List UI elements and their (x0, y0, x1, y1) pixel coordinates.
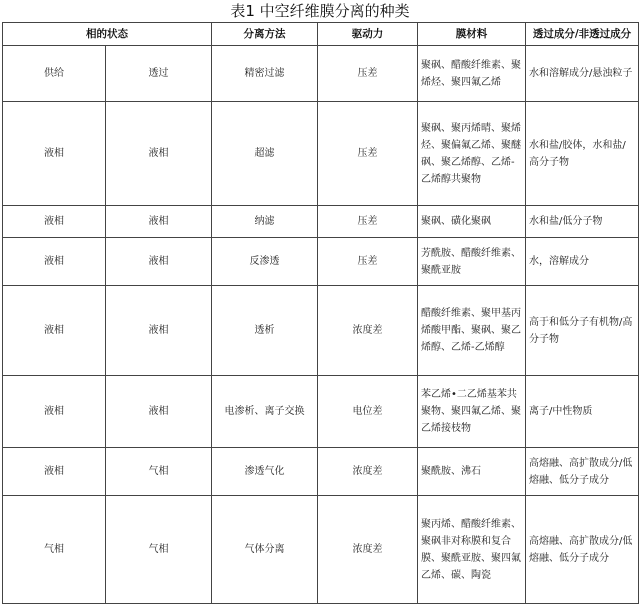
cell-phase-a: 液相 (3, 286, 106, 376)
table-row (3, 238, 639, 286)
cell-components: 离子/中性物质 (526, 376, 639, 448)
cell-force: 浓度差 (318, 448, 418, 496)
header-driving-force: 驱动力 (318, 23, 418, 46)
cell-membrane: 醋酸纤维素、聚甲基丙烯酸甲酯、聚砜、聚乙烯醇、乙烯-乙烯醇 (418, 286, 526, 376)
table-row (3, 102, 639, 206)
cell-method: 透析 (212, 286, 318, 376)
cell-phase-a: 液相 (3, 102, 106, 206)
cell-membrane: 聚砜、醋酸纤维素、聚烯烃、聚四氟乙烯 (418, 46, 526, 102)
table-title: 表1 中空纤维膜分离的种类 (230, 2, 410, 20)
cell-force: 压差 (318, 46, 418, 102)
cell-phase-b: 液相 (106, 286, 212, 376)
table-row (3, 46, 639, 102)
cell-phase-b: 透过 (106, 46, 212, 102)
table-row (3, 376, 639, 448)
cell-components: 水和溶解成分/悬浊粒子 (526, 46, 639, 102)
cell-components: 高熔融、高扩散成分/低熔融、低分子成分 (526, 496, 639, 604)
cell-components: 高于和低分子有机物/高分子物 (526, 286, 639, 376)
cell-phase-b: 液相 (106, 238, 212, 286)
cell-phase-a: 液相 (3, 238, 106, 286)
cell-method: 纳滤 (212, 206, 318, 238)
cell-phase-a: 液相 (3, 376, 106, 448)
table-row (3, 286, 639, 376)
header-phase-state: 相的状态 (3, 23, 212, 46)
membrane-types-table (2, 22, 639, 604)
cell-phase-b: 气相 (106, 496, 212, 604)
cell-phase-a: 供给 (3, 46, 106, 102)
cell-components: 水和盐/胶体，水和盐/高分子物 (526, 102, 639, 206)
table-header-row (3, 23, 639, 46)
cell-force: 浓度差 (318, 496, 418, 604)
cell-components: 水，溶解成分 (526, 238, 639, 286)
cell-force: 压差 (318, 238, 418, 286)
cell-method: 电渗析、离子交换 (212, 376, 318, 448)
table-row (3, 448, 639, 496)
cell-membrane: 苯乙烯•二乙烯基苯共聚物、聚四氟乙烯、聚乙烯接枝物 (418, 376, 526, 448)
header-method: 分离方法 (212, 23, 318, 46)
cell-method: 反渗透 (212, 238, 318, 286)
cell-membrane: 芳酰胺、醋酸纤维素、聚酰亚胺 (418, 238, 526, 286)
cell-phase-a: 液相 (3, 448, 106, 496)
table-row (3, 206, 639, 238)
cell-method: 渗透气化 (212, 448, 318, 496)
cell-phase-a: 液相 (3, 206, 106, 238)
table-row (3, 496, 639, 604)
cell-membrane: 聚酰胺、沸石 (418, 448, 526, 496)
cell-phase-a: 气相 (3, 496, 106, 604)
cell-force: 压差 (318, 206, 418, 238)
header-components: 透过成分/非透过成分 (526, 23, 639, 46)
cell-force: 压差 (318, 102, 418, 206)
cell-components: 高熔融、高扩散成分/低熔融、低分子成分 (526, 448, 639, 496)
cell-method: 超滤 (212, 102, 318, 206)
cell-method: 精密过滤 (212, 46, 318, 102)
cell-force: 电位差 (318, 376, 418, 448)
cell-phase-b: 液相 (106, 102, 212, 206)
cell-membrane: 聚丙烯、醋酸纤维素、聚砜非对称膜和复合膜、聚酰亚胺、聚四氟乙烯、碳、陶瓷 (418, 496, 526, 604)
cell-membrane: 聚砜、聚丙烯晴、聚烯烃、聚偏氟乙烯、聚醚砜、聚乙烯醇、乙烯-乙烯醇共聚物 (418, 102, 526, 206)
cell-force: 浓度差 (318, 286, 418, 376)
cell-phase-b: 液相 (106, 206, 212, 238)
cell-membrane: 聚砜、磺化聚砜 (418, 206, 526, 238)
header-membrane: 膜材料 (418, 23, 526, 46)
cell-method: 气体分离 (212, 496, 318, 604)
cell-phase-b: 液相 (106, 376, 212, 448)
cell-phase-b: 气相 (106, 448, 212, 496)
cell-components: 水和盐/低分子物 (526, 206, 639, 238)
